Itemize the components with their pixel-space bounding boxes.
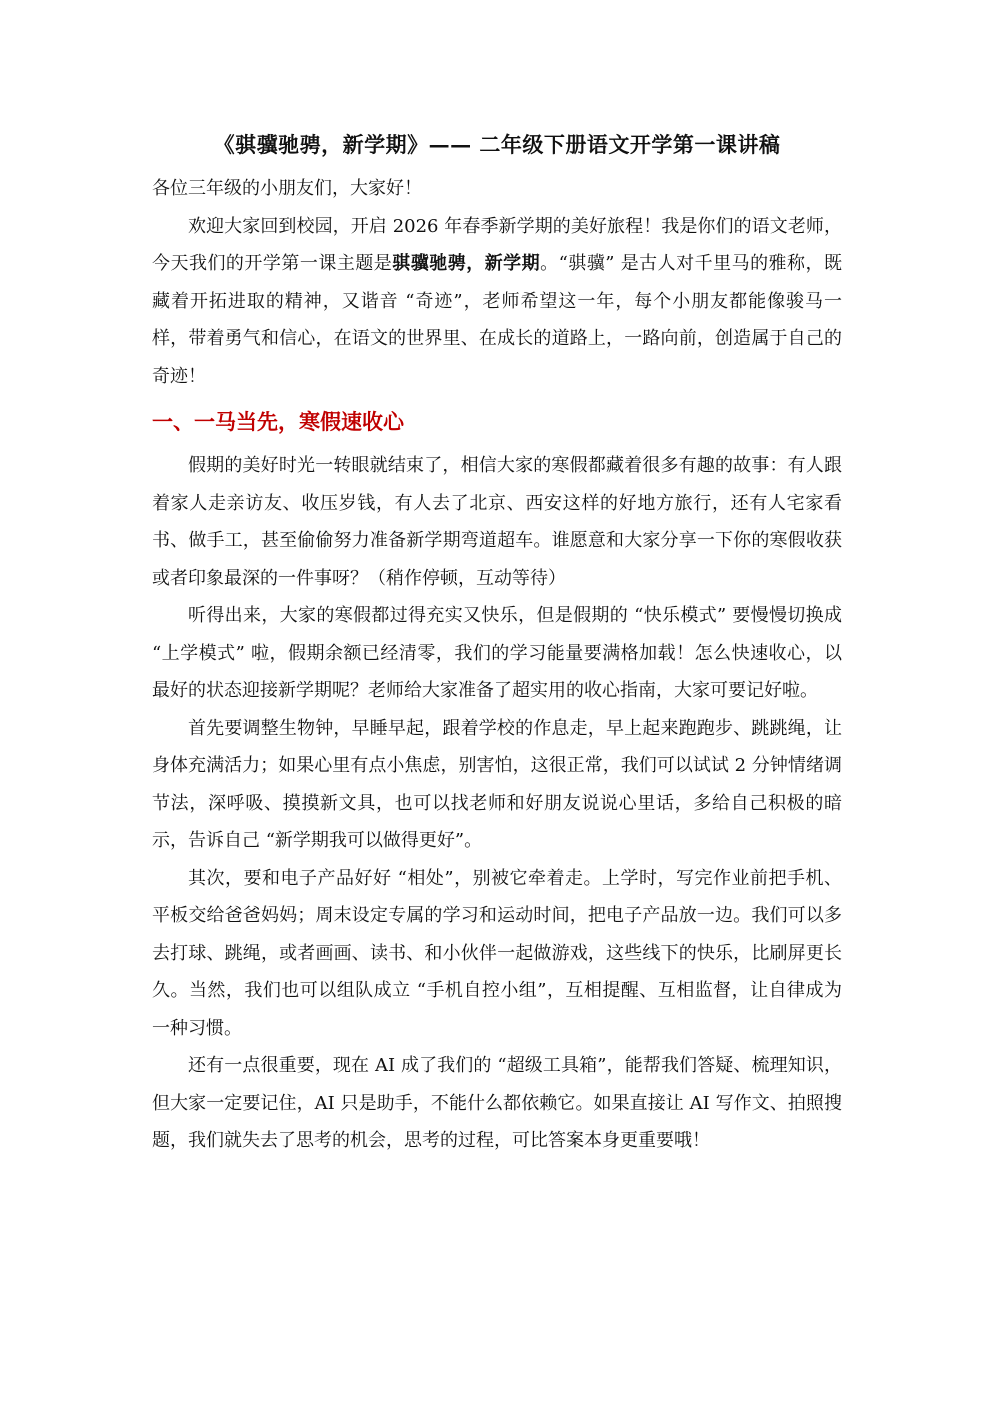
intro-theme-bold: 骐骥驰骋，新学期	[392, 253, 541, 274]
section1-paragraph-1: 假期的美好时光一转眼就结束了，相信大家的寒假都藏着很多有趣的故事：有人跟着家人走亲访友、收压岁钱，有人去了北京、西安这样的好地方旅行，还有人宅家看书、做手工，甚至偷偷努力准备新学期弯道超车。谁愿意和大家分享一下你的寒假收获或者印象最深的一件事呀？（稍作停顿，互动等待）	[152, 455, 842, 589]
section1-paragraph-5: 还有一点很重要，现在 AI 成了我们的 “超级工具箱”，能帮我们答疑、梳理知识，但大家一定要记住，AI 只是助手，不能什么都依赖它。如果直接让 AI 写作文、拍照搜题，我们就失去了思考的机会，思考的过程，可比答案本身更重要哦！	[152, 1055, 842, 1151]
section1-paragraph-3: 首先要调整生物钟，早睡早起，跟着学校的作息走，早上起来跑跑步、跳跳绳，让身体充满活力；如果心里有点小焦虑，别害怕，这很正常，我们可以试试 2 分钟情绪调节法，深呼吸、摸摸新文具，也可以找老师和好朋友说说心里话，多给自己积极的暗示，告诉自己 “新学期我可以做得更好”。	[152, 717, 842, 851]
section1-paragraph-4: 其次，要和电子产品好好 “相处”，别被它牵着走。上学时，写完作业前把手机、平板交给爸爸妈妈；周末设定专属的学习和运动时间，把电子产品放一边。我们可以多去打球、跳绳，或者画画、读书、和小伙伴一起做游戏，这些线下的快乐，比刷屏更长久。当然，我们也可以组队成立 “手机自控小组”，互相提醒、互相监督，让自律成为一种习惯。	[152, 867, 842, 1039]
document-page	[152, 126, 842, 1160]
intro-text-part2: 。“骐骥” 是古人对千里马的雅称，既藏着开拓进取的精神，又谐音 “奇迹”，老师希望这一年，每个小朋友都能像骏马一样，带着勇气和信心，在语文的世界里、在成长的道路上，一路向前，创造属于自己的奇迹！	[152, 253, 843, 387]
intro-paragraph	[152, 208, 842, 396]
intro-text-part1: 欢迎大家回到校园，开启 2026 年春季新学期的美好旅程！我是你们的语文老师，今天我们的开学第一课主题是	[152, 215, 842, 274]
section-heading-1: 一、一马当先，寒假速收心	[152, 409, 404, 434]
section1-paragraph-2: 听得出来，大家的寒假都过得充实又快乐，但是假期的 “快乐模式” 要慢慢切换成 “上学模式” 啦，假期余额已经清零，我们的学习能量要满格加载！怎么快速收心，以最好的状态迎接新学期呢？老师给大家准备了超实用的收心指南，大家可要记好啦。	[152, 605, 842, 701]
greeting-line: 各位三年级的小朋友们，大家好！	[152, 178, 422, 199]
document-title: 《骐骥驰骋，新学期》—— 二年级下册语文开学第一课讲稿	[213, 132, 781, 157]
